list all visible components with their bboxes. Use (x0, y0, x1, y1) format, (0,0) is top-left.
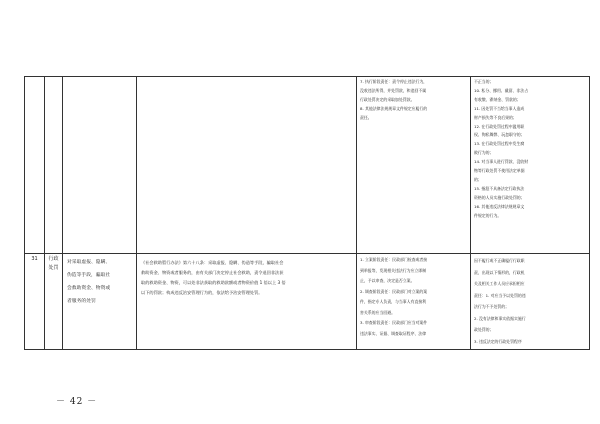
table-row (25, 77, 590, 254)
row1-accountability-cell (471, 77, 590, 254)
row1-basis-cell (137, 77, 357, 254)
row2-responsibility-cell (357, 254, 471, 350)
row2-number-cell (25, 254, 45, 350)
duties-table (24, 76, 590, 350)
row2-item-name-cell (63, 254, 137, 350)
row2-accountability-text: 因不履行或不正确履行行政职 责，出现以下情形的，行政机 关及相关工作人员应承担相应 责任：1. 对应当予以处罚的违 法行为不予处罚的； 2. 没有法律和事实依据实施行 政处罚的； 3. 违反法定的行政处罚程序 (474, 258, 526, 344)
page-number: － 42 － (56, 397, 98, 407)
row2-basis-cell (137, 254, 357, 350)
legal-basis-text: 《社会救助暂行办法》第六十八条：采取虚报、隐瞒、伪造等手段，骗取社会 救助资金、物资或者服务的，由有关部门决定停止社会救助，责令退回非法获 取的救助资金、物资，可以处非法获取的救助款额或者物资价值 1 倍以上 3 倍 以下的罚款；构成违反治安管理行为的，依法给予治安管理处罚。 (141, 260, 286, 295)
table-row (25, 254, 590, 350)
row2-accountability-cell (471, 254, 590, 350)
category-text: 行政 处罚 (48, 256, 59, 271)
row1-responsibility-text: 7. 执行阶段责任：责令停止违法行为， 没收违法所得，并处罚款，和追回不属 行政处罚决定的采取加处罚款。 8. 其他法律法规规章文件规定应履行的 责任。 (360, 79, 428, 120)
row1-item-name-cell (63, 77, 137, 254)
row-number: 31 (31, 256, 38, 262)
row1-accountability-text: 不正当的； 10. 私分、挪用、截留、非法占 有收缴、滞纳金、罚款的； 11. 因处罚不当给当事人造成 财产损失等不良后果的； 12. 在行政处罚过程中滥用职 权、徇私舞弊、玩忽职守的； 13. 在行政处罚过程中发生腐 败行为的； 14. 对当事人进行罚款、没收财 物等行政处罚不使用法定单据 的； 15. 指派不具备法定行政执法 资格的人员实施行政处罚的； 16. 其他违反法律法规规章文 件规定的行为。 (474, 79, 529, 218)
row1-number-cell (25, 77, 45, 254)
row2-responsibility-text: 1. 立案阶段责任：民政部门检查或者接 到举报等，发现相关违法行为应立即制 止，予以审查，决定是否立案。 2. 调查阶段责任：民政部门对立案的案 件，指定专人负责，与当事人有直接利 害关系的应当回避。 3. 审查阶段责任：民政部门应当对案件 违法事实、证据、调查取证程序、法律 (360, 257, 428, 336)
row2-category-cell (45, 254, 63, 350)
row1-category-cell (45, 77, 63, 254)
row1-responsibility-cell (357, 77, 471, 254)
item-name-text: 对采取虚报、隐瞒、 伪造等手段，骗取社 会救助资金、物资或 者服务的处罚 (67, 260, 111, 304)
